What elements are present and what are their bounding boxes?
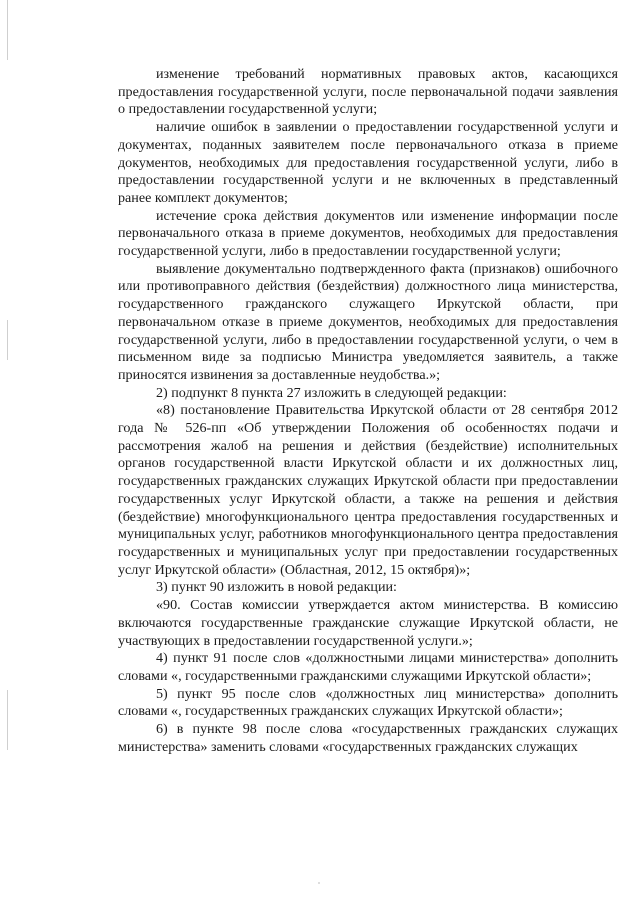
- paragraph: «8) постановление Правительства Иркутской области от 28 сентября 2012 года № 526-пп «Об утверждении Положения об особенностях подачи и рассмотрения жалоб на решения и действия (бездействие) исполнительных органов государственной власти Иркутской области и их должностных лиц, государственных гражданских служащих Иркутской области при предоставлении государственных услуг Иркутской области, а также на решения и действия (бездействие) многофункционального центра предоставления государственных и муниципальных услуг, работников многофункционального центра предоставления государственных и муниципальных услуг при предоставлении государственных услуг Иркутской области» (Областная, 2012, 15 октября)»;: [118, 402, 618, 578]
- paragraph: 5) пункт 95 после слов «должностных лиц министерства» дополнить словами «, государственных гражданских служащих Иркутской области»;: [118, 685, 618, 720]
- paragraph: 3) пункт 90 изложить в новой редакции:: [156, 579, 397, 596]
- document-page: [118, 66, 618, 756]
- paragraph: изменение требований нормативных правовых актов, касающихся предоставления государственной услуги, после первоначальной подачи заявления о предоставлении государственной услуги;: [118, 66, 618, 118]
- paragraph: выявление документально подтвержденного факта (признаков) ошибочного или противоправного действия (бездействия) должностного лица министерства, государственного гражданского служащего Иркутской области, при первоначальном отказе в приеме документов, необходимых для предоставления государственной услуги, либо в предоставлении государственной услуги, о чем в письменном виде за подписью Министра уведомляется заявитель, а также приносятся извинения за доставленные неудобства.»;: [118, 260, 618, 383]
- scan-margin-line: [7, 320, 8, 360]
- paragraph: 2) подпункт 8 пункта 27 изложить в следующей редакции:: [156, 384, 507, 401]
- scan-speck: [318, 882, 320, 884]
- scan-margin-line: [7, 0, 8, 60]
- paragraph: 6) в пункте 98 после слова «государственных гражданских служащих министерства» заменить словами «государственных гражданских служащих: [118, 721, 618, 755]
- paragraph: 4) пункт 91 после слов «должностными лицами министерства» дополнить словами «, государственными гражданскими служащими Иркутской области»;: [118, 650, 618, 684]
- scan-margin-line: [7, 690, 8, 750]
- paragraph: «90. Состав комиссии утверждается актом министерства. В комиссию включаются государственные гражданские служащие Иркутской области, не участвующих в предоставлении государственной услуги.»;: [118, 597, 618, 649]
- paragraph: наличие ошибок в заявлении о предоставлении государственной услуги и документах, поданных заявителем после первоначального отказа в приеме документов, необходимых для предоставления государственной услуги, либо в предоставлении государственной услуги и не включенных в представленный ранее комплект документов;: [118, 119, 618, 206]
- paragraph: истечение срока действия документов или изменение информации после первоначального отказа в приеме документов, необходимых для предоставления государственной услуги, либо в предоставлении государственной услуги;: [118, 207, 618, 260]
